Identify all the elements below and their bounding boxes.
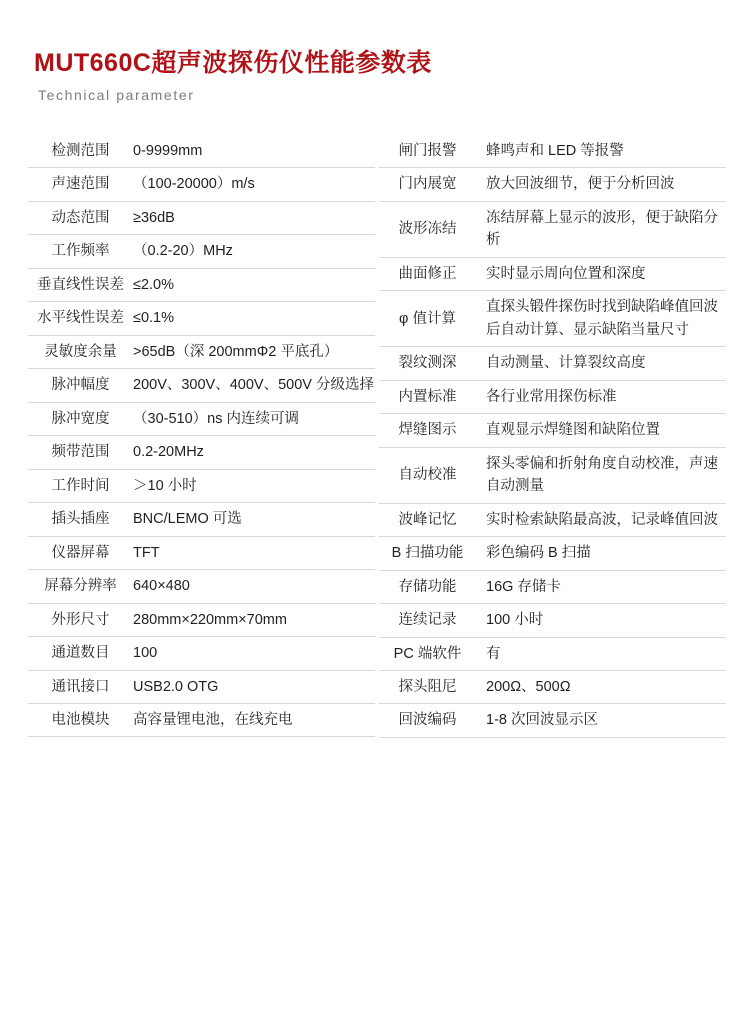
table-row [28, 369, 375, 402]
table-row [28, 703, 375, 736]
spec-key: 探头阻尼 [379, 670, 476, 703]
spec-value: 直观显示焊缝图和缺陷位置 [476, 414, 726, 447]
spec-value: >65dB（深 200mmΦ2 平底孔） [133, 335, 375, 368]
table-row [379, 257, 726, 290]
spec-value: 蜂鸣声和 LED 等报警 [476, 135, 726, 168]
spec-value: 200Ω、500Ω [476, 670, 726, 703]
table-row [28, 570, 375, 603]
spec-tables [28, 135, 722, 738]
right-column [379, 135, 726, 738]
spec-key: 内置标准 [379, 380, 476, 413]
table-row [28, 503, 375, 536]
table-row [28, 469, 375, 502]
spec-key: 通讯接口 [28, 670, 133, 703]
spec-key: 通道数目 [28, 637, 133, 670]
spec-value: 280mm×220mm×70mm [133, 603, 375, 636]
table-row [28, 235, 375, 268]
spec-value: 0.2-20MHz [133, 436, 375, 469]
table-row [379, 168, 726, 201]
spec-key: 工作频率 [28, 235, 133, 268]
table-row [379, 135, 726, 168]
spec-value: 自动测量、计算裂纹高度 [476, 347, 726, 380]
table-row [28, 436, 375, 469]
spec-key: 存储功能 [379, 570, 476, 603]
left-spec-table [28, 135, 375, 737]
spec-key: 自动校准 [379, 447, 476, 503]
spec-value: ≤0.1% [133, 302, 375, 335]
table-row [28, 268, 375, 301]
spec-key: 检测范围 [28, 135, 133, 168]
spec-value: 100 小时 [476, 604, 726, 637]
spec-value: （0.2-20）MHz [133, 235, 375, 268]
table-row [28, 135, 375, 168]
spec-value: TFT [133, 536, 375, 569]
spec-key: 焊缝图示 [379, 414, 476, 447]
spec-value: ＞10 小时 [133, 469, 375, 502]
spec-value: 640×480 [133, 570, 375, 603]
spec-key: PC 端软件 [379, 637, 476, 670]
spec-value: BNC/LEMO 可选 [133, 503, 375, 536]
spec-key: 脉冲幅度 [28, 369, 133, 402]
table-row [28, 637, 375, 670]
spec-key: 脉冲宽度 [28, 402, 133, 435]
page-title: MUT660C超声波探伤仪性能参数表 [34, 49, 432, 77]
spec-value: （100-20000）m/s [133, 168, 375, 201]
table-row [379, 570, 726, 603]
header-block [28, 0, 722, 103]
spec-key: 连续记录 [379, 604, 476, 637]
spec-value: 100 [133, 637, 375, 670]
spec-key: 门内展宽 [379, 168, 476, 201]
spec-key: B 扫描功能 [379, 537, 476, 570]
table-row [379, 704, 726, 737]
table-row [28, 603, 375, 636]
table-row [379, 380, 726, 413]
spec-key: 曲面修正 [379, 257, 476, 290]
table-row [28, 402, 375, 435]
spec-value: 探头零偏和折射角度自动校准，声速自动测量 [476, 447, 726, 503]
table-row [379, 637, 726, 670]
table-row [379, 503, 726, 536]
spec-key: 垂直线性误差 [28, 268, 133, 301]
left-column [28, 135, 375, 738]
page-subtitle: Technical parameter [38, 87, 195, 103]
spec-value: 1-8 次回波显示区 [476, 704, 726, 737]
spec-value: 彩色编码 B 扫描 [476, 537, 726, 570]
table-row [379, 670, 726, 703]
spec-value: 200V、300V、400V、500V 分级选择 [133, 369, 375, 402]
spec-value: 16G 存储卡 [476, 570, 726, 603]
spec-value: 放大回波细节，便于分析回波 [476, 168, 726, 201]
table-row [379, 537, 726, 570]
table-row [28, 670, 375, 703]
table-row [28, 201, 375, 234]
spec-value: 高容量锂电池，在线充电 [133, 703, 375, 736]
spec-key: 屏幕分辨率 [28, 570, 133, 603]
spec-value: 有 [476, 637, 726, 670]
spec-value: 冻结屏幕上显示的波形，便于缺陷分析 [476, 201, 726, 257]
table-row [379, 291, 726, 347]
spec-key: 灵敏度余量 [28, 335, 133, 368]
spec-value: 实时显示周向位置和深度 [476, 257, 726, 290]
table-row [379, 347, 726, 380]
table-row [379, 414, 726, 447]
table-row [379, 201, 726, 257]
spec-key: 工作时间 [28, 469, 133, 502]
table-row [28, 335, 375, 368]
spec-key: 水平线性误差 [28, 302, 133, 335]
spec-key: 动态范围 [28, 201, 133, 234]
spec-key: φ 值计算 [379, 291, 476, 347]
table-row [28, 168, 375, 201]
spec-key: 外形尺寸 [28, 603, 133, 636]
spec-key: 波峰记忆 [379, 503, 476, 536]
table-row [28, 536, 375, 569]
spec-value: 直探头锻件探伤时找到缺陷峰值回波后自动计算、显示缺陷当量尺寸 [476, 291, 726, 347]
spec-value: ≤2.0% [133, 268, 375, 301]
spec-key: 裂纹测深 [379, 347, 476, 380]
spec-key: 回波编码 [379, 704, 476, 737]
spec-key: 闸门报警 [379, 135, 476, 168]
right-spec-table [379, 135, 726, 738]
spec-value: 实时检索缺陷最高波，记录峰值回波 [476, 503, 726, 536]
spec-key: 插头插座 [28, 503, 133, 536]
spec-key: 电池模块 [28, 703, 133, 736]
spec-value: ≥36dB [133, 201, 375, 234]
spec-value: 各行业常用探伤标准 [476, 380, 726, 413]
spec-value: USB2.0 OTG [133, 670, 375, 703]
spec-key: 声速范围 [28, 168, 133, 201]
table-row [28, 302, 375, 335]
spec-key: 仪器屏幕 [28, 536, 133, 569]
spec-value: 0-9999mm [133, 135, 375, 168]
table-row [379, 604, 726, 637]
spec-value: （30-510）ns 内连续可调 [133, 402, 375, 435]
spec-key: 波形冻结 [379, 201, 476, 257]
table-row [379, 447, 726, 503]
spec-key: 频带范围 [28, 436, 133, 469]
